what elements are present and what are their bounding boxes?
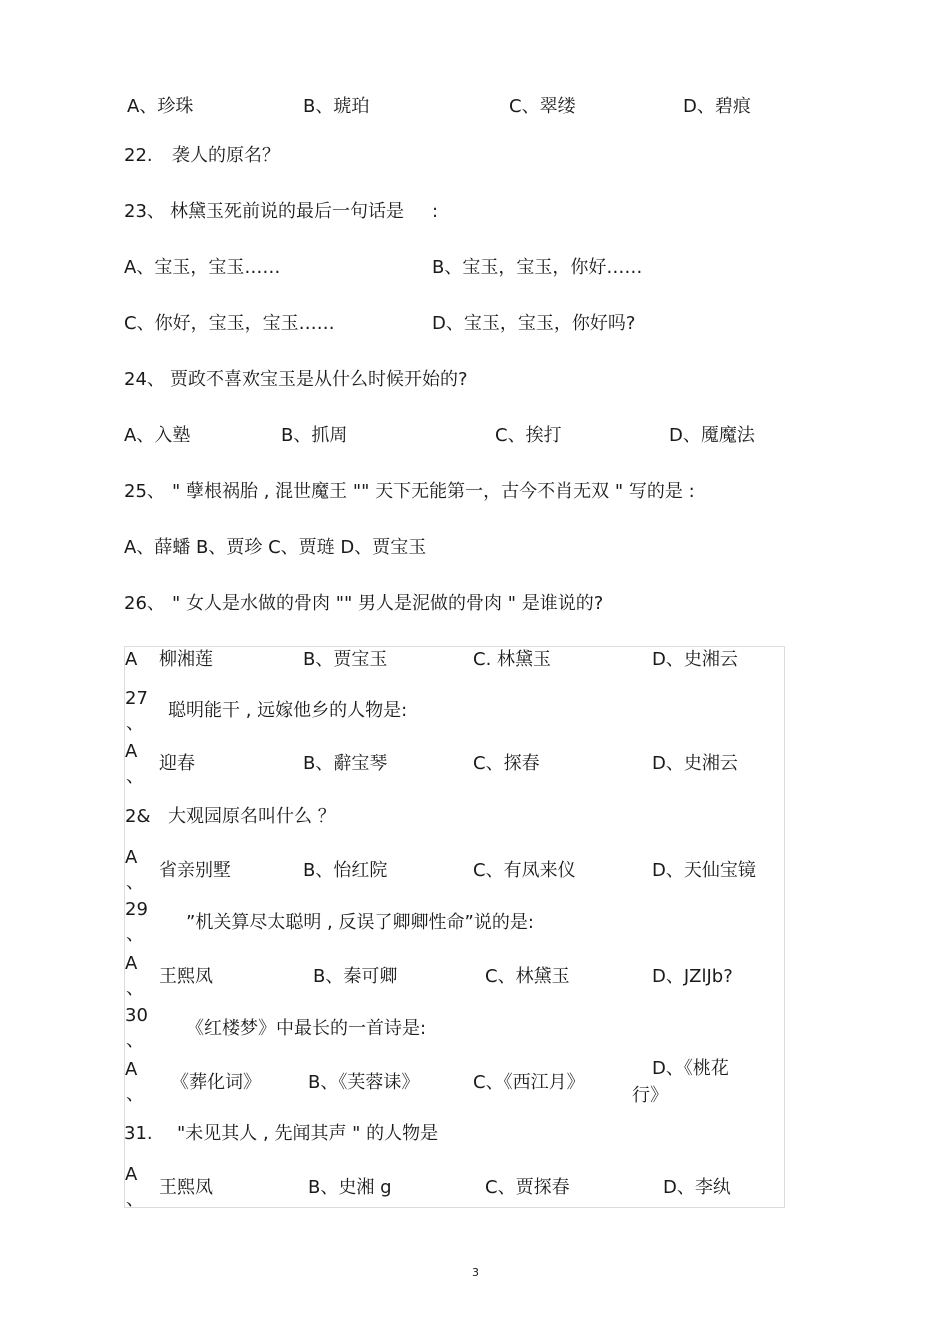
q21-option-a: A、珍珠 [127,96,194,117]
q25-options: A、薛蟠 B、贾珍 C、贾琏 D、贾宝玉 [124,537,427,558]
q31-option-a-letter: A [125,1164,138,1185]
q25-text: " 孽根祸胎 , 混世魔王 "" 天下无能第一，古今不肖无双 " 写的是 : [172,481,695,502]
q23-colon: : [432,201,439,222]
page-number: 3 [472,1266,479,1279]
q30-number: 30 [125,1005,148,1026]
q26-option-a-letter: A [125,649,138,670]
q30-option-a-punct: 、 [126,1084,144,1105]
q29-text: ”机关算尽太聪明 , 反误了卿卿性命”说的是: [186,912,534,933]
q28-number: 2& [125,806,151,827]
q26-option-d: D、史湘云 [652,649,738,670]
q29-option-b: B、秦可卿 [313,966,398,987]
q27-number: 27 [125,688,148,709]
q24-option-b: B、抓周 [281,425,348,446]
q31-option-a: 王熙凤 [159,1177,213,1198]
q25-number: 25、 [124,481,165,502]
q27-option-a: 迎春 [159,753,195,774]
q30-text: 《红楼梦》中最长的一首诗是: [186,1018,427,1039]
q31-number: 31. [124,1123,153,1144]
q29-number: 29 [125,899,148,920]
q28-option-a: 省亲别墅 [159,860,231,881]
q28-text: 大观园原名叫什么 ？ [168,806,336,827]
q31-text: "未见其人 , 先闻其声 " 的人物是 [177,1123,439,1144]
q23-text: 林黛玉死前说的最后一句话是 [170,201,404,222]
q26-option-a: 柳湘莲 [159,649,213,670]
q23-number: 23、 [124,201,165,222]
q28-option-a-letter: A [125,847,138,868]
q24-number: 24、 [124,369,165,390]
q24-option-d: D、魇魔法 [669,425,755,446]
q29-option-d: D、JZlJb? [652,966,733,987]
q28-option-d: D、天仙宝镜 [652,860,756,881]
q31-option-b: B、史湘 g [308,1177,392,1198]
q31-option-a-punct: 、 [126,1189,144,1210]
q30-number-punct: 、 [126,1030,144,1051]
q29-option-a: 王熙凤 [159,966,213,987]
q26-option-c: C. 林黛玉 [473,649,552,670]
q30-option-a: 《葬化词》 [171,1072,261,1093]
q30-option-d-line1: D、《桃花 [652,1058,729,1079]
q21-option-d: D、碧痕 [683,96,751,117]
q23-option-b: B、宝玉，宝玉，你好…… [432,257,643,278]
q27-text: 聪明能干 , 远嫁他乡的人物是: [168,700,408,721]
q27-option-a-letter: A [125,741,138,762]
q22-text: 袭人的原名？ [172,145,280,166]
q27-option-c: C、探春 [473,753,540,774]
q30-option-b: B、《芙蓉诔》 [308,1072,420,1093]
q26-text: " 女人是水做的骨肉 "" 男人是泥做的骨肉 " 是谁说的? [172,593,604,614]
q21-option-c: C、翠缕 [509,96,576,117]
q22-number: 22. [124,145,153,166]
q31-option-d: D、李纨 [663,1177,731,1198]
q21-option-b: B、琥珀 [303,96,370,117]
q29-number-punct: 、 [126,924,144,945]
q27-option-a-punct: 、 [126,766,144,787]
q23-option-d: D、宝玉，宝玉，你好吗? [432,313,636,334]
q27-number-punct: 、 [126,713,144,734]
q30-option-c: C、《西江月》 [473,1072,585,1093]
q29-option-a-punct: 、 [126,978,144,999]
q29-option-a-letter: A [125,953,138,974]
q30-option-d-line2: 行》 [632,1085,668,1106]
q26-number: 26、 [124,593,165,614]
q30-option-a-letter: A [125,1059,138,1080]
q29-option-c: C、林黛玉 [485,966,570,987]
q28-option-c: C、有凤来仪 [473,860,576,881]
q23-option-a: A、宝玉，宝玉…… [124,257,281,278]
q27-option-b: B、辭宝琴 [303,753,388,774]
q23-option-c: C、你好，宝玉，宝玉…… [124,313,335,334]
q28-option-a-punct: 、 [126,872,144,893]
q27-option-d: D、史湘云 [652,753,738,774]
q24-option-a: A、入塾 [124,425,191,446]
q24-option-c: C、挨打 [495,425,562,446]
q31-option-c: C、贾探春 [485,1177,570,1198]
q26-option-b: B、贾宝玉 [303,649,388,670]
q28-option-b: B、怡红院 [303,860,388,881]
q24-text: 贾政不喜欢宝玉是从什么时候开始的? [170,369,468,390]
